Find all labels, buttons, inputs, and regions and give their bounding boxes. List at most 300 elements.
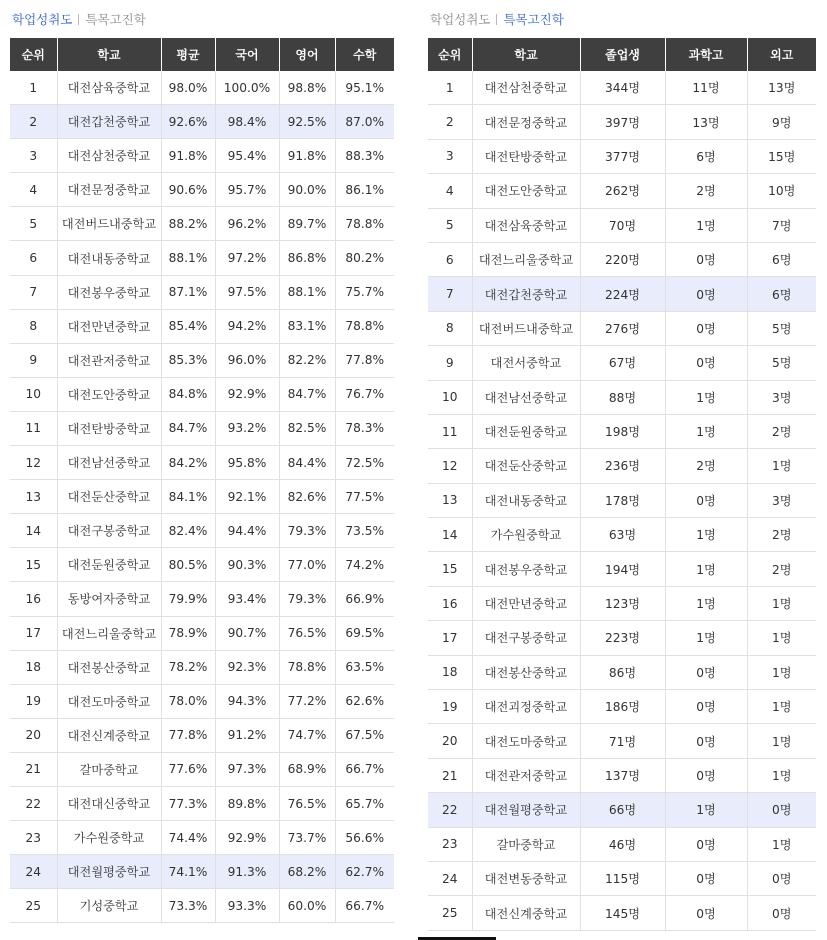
foreign-language-high-cell: 2명 xyxy=(747,414,816,448)
table-row[interactable] xyxy=(10,480,394,514)
korean-cell: 95.8% xyxy=(215,446,279,480)
science-high-cell: 1명 xyxy=(665,586,747,620)
school-cell: 대전느리울중학교 xyxy=(472,242,580,276)
average-cell: 84.8% xyxy=(161,377,215,411)
korean-cell: 98.4% xyxy=(215,105,279,139)
foreign-language-high-cell: 3명 xyxy=(747,483,816,517)
foreign-language-high-cell: 0명 xyxy=(747,896,816,930)
foreign-language-high-cell: 2명 xyxy=(747,552,816,586)
table-row[interactable] xyxy=(10,855,394,889)
rank-cell: 5 xyxy=(428,208,472,242)
korean-cell: 92.9% xyxy=(215,821,279,855)
table-row[interactable] xyxy=(428,242,816,276)
math-cell: 77.5% xyxy=(335,480,394,514)
rank-cell: 25 xyxy=(10,889,57,923)
math-cell: 65.7% xyxy=(335,786,394,820)
school-cell: 대전관저중학교 xyxy=(57,343,161,377)
rank-cell: 18 xyxy=(10,650,57,684)
table-row[interactable] xyxy=(428,724,816,758)
math-cell: 86.1% xyxy=(335,173,394,207)
school-cell: 대전탄방중학교 xyxy=(57,411,161,445)
rank-cell: 6 xyxy=(10,241,57,275)
korean-cell: 97.3% xyxy=(215,752,279,786)
graduates-cell: 123명 xyxy=(580,586,665,620)
table-row[interactable] xyxy=(428,896,816,930)
table-row[interactable] xyxy=(10,548,394,582)
rank-cell: 20 xyxy=(428,724,472,758)
math-cell: 78.8% xyxy=(335,309,394,343)
average-cell: 77.3% xyxy=(161,786,215,820)
korean-cell: 93.2% xyxy=(215,411,279,445)
english-cell: 78.8% xyxy=(279,650,335,684)
math-cell: 95.1% xyxy=(335,71,394,105)
school-cell: 대전봉산중학교 xyxy=(57,650,161,684)
korean-cell: 94.2% xyxy=(215,309,279,343)
table-row[interactable] xyxy=(10,411,394,445)
table-row[interactable] xyxy=(428,139,816,173)
korean-cell: 92.3% xyxy=(215,650,279,684)
graduates-cell: 71명 xyxy=(580,724,665,758)
math-cell: 56.6% xyxy=(335,821,394,855)
graduates-cell: 178명 xyxy=(580,483,665,517)
english-cell: 77.0% xyxy=(279,548,335,582)
header-average[interactable]: 평균 xyxy=(161,38,215,71)
table-row[interactable] xyxy=(10,786,394,820)
tab-special-school-admission[interactable]: 특목고진학 xyxy=(503,12,564,27)
table-row[interactable] xyxy=(428,380,816,414)
rank-cell: 14 xyxy=(428,518,472,552)
rank-cell: 9 xyxy=(428,346,472,380)
graduates-cell: 223명 xyxy=(580,621,665,655)
table-row[interactable] xyxy=(428,655,816,689)
rank-cell: 7 xyxy=(10,275,57,309)
graduates-cell: 137명 xyxy=(580,758,665,792)
english-cell: 68.9% xyxy=(279,752,335,786)
science-high-cell: 1명 xyxy=(665,414,747,448)
school-cell: 대전남선중학교 xyxy=(472,380,580,414)
foreign-language-high-cell: 1명 xyxy=(747,690,816,724)
right-table-body xyxy=(428,71,816,930)
average-cell: 85.3% xyxy=(161,343,215,377)
table-row[interactable] xyxy=(428,621,816,655)
school-cell: 대전구봉중학교 xyxy=(472,621,580,655)
korean-cell: 95.7% xyxy=(215,173,279,207)
math-cell: 76.7% xyxy=(335,377,394,411)
english-cell: 68.2% xyxy=(279,855,335,889)
table-row[interactable] xyxy=(10,684,394,718)
graduates-cell: 194명 xyxy=(580,552,665,586)
foreign-language-high-cell: 1명 xyxy=(747,586,816,620)
graduates-cell: 63명 xyxy=(580,518,665,552)
header-english[interactable]: 영어 xyxy=(279,38,335,71)
school-cell: 대전느리울중학교 xyxy=(57,616,161,650)
rank-cell: 17 xyxy=(428,621,472,655)
tab-divider xyxy=(78,14,79,25)
school-cell: 대전서중학교 xyxy=(472,346,580,380)
school-cell: 대전월평중학교 xyxy=(57,855,161,889)
rank-cell: 19 xyxy=(10,684,57,718)
science-high-cell: 0명 xyxy=(665,896,747,930)
english-cell: 79.3% xyxy=(279,582,335,616)
school-cell: 대전갑천중학교 xyxy=(57,105,161,139)
average-cell: 79.9% xyxy=(161,582,215,616)
average-cell: 92.6% xyxy=(161,105,215,139)
header-rank[interactable]: 순위 xyxy=(428,38,472,71)
foreign-language-high-cell: 5명 xyxy=(747,311,816,345)
math-cell: 72.5% xyxy=(335,446,394,480)
foreign-language-high-cell: 15명 xyxy=(747,139,816,173)
foreign-language-high-cell: 0명 xyxy=(747,861,816,895)
rank-cell: 23 xyxy=(428,827,472,861)
school-cell: 대전문정중학교 xyxy=(472,105,580,139)
english-cell: 89.7% xyxy=(279,207,335,241)
school-cell: 대전삼천중학교 xyxy=(472,71,580,105)
school-cell: 대전괴정중학교 xyxy=(472,690,580,724)
table-row[interactable] xyxy=(10,241,394,275)
rank-cell: 6 xyxy=(428,242,472,276)
table-row[interactable] xyxy=(428,518,816,552)
table-row[interactable] xyxy=(10,105,394,139)
rank-cell: 7 xyxy=(428,277,472,311)
school-cell: 가수원중학교 xyxy=(472,518,580,552)
table-row[interactable] xyxy=(10,377,394,411)
school-cell: 대전대신중학교 xyxy=(57,786,161,820)
table-row[interactable] xyxy=(428,311,816,345)
table-row[interactable] xyxy=(428,586,816,620)
korean-cell: 90.3% xyxy=(215,548,279,582)
foreign-language-high-cell: 6명 xyxy=(747,242,816,276)
rank-cell: 20 xyxy=(10,718,57,752)
graduates-cell: 66명 xyxy=(580,793,665,827)
school-cell: 대전둔원중학교 xyxy=(472,414,580,448)
science-high-cell: 1명 xyxy=(665,208,747,242)
table-row[interactable] xyxy=(10,650,394,684)
table-row[interactable] xyxy=(10,309,394,343)
school-cell: 대전둔산중학교 xyxy=(57,480,161,514)
graduates-cell: 224명 xyxy=(580,277,665,311)
table-row[interactable] xyxy=(428,71,816,105)
table-row[interactable] xyxy=(10,514,394,548)
header-school[interactable]: 학교 xyxy=(57,38,161,71)
rank-cell: 17 xyxy=(10,616,57,650)
science-high-cell: 0명 xyxy=(665,311,747,345)
rank-cell: 21 xyxy=(10,752,57,786)
average-cell: 84.2% xyxy=(161,446,215,480)
average-cell: 84.1% xyxy=(161,480,215,514)
science-high-cell: 11명 xyxy=(665,71,747,105)
graduates-cell: 276명 xyxy=(580,311,665,345)
table-row[interactable] xyxy=(428,208,816,242)
math-cell: 63.5% xyxy=(335,650,394,684)
foreign-language-high-cell: 3명 xyxy=(747,380,816,414)
school-cell: 대전변동중학교 xyxy=(472,861,580,895)
tab-academic-achievement[interactable]: 학업성취도 xyxy=(430,12,491,27)
table-header-row xyxy=(428,38,816,71)
graduates-cell: 46명 xyxy=(580,827,665,861)
average-cell: 91.8% xyxy=(161,139,215,173)
rank-cell: 2 xyxy=(428,105,472,139)
table-row[interactable] xyxy=(428,414,816,448)
average-cell: 88.2% xyxy=(161,207,215,241)
school-cell: 대전도마중학교 xyxy=(57,684,161,718)
rank-cell: 22 xyxy=(428,793,472,827)
rank-cell: 2 xyxy=(10,105,57,139)
average-cell: 78.2% xyxy=(161,650,215,684)
math-cell: 74.2% xyxy=(335,548,394,582)
korean-cell: 97.2% xyxy=(215,241,279,275)
math-cell: 66.9% xyxy=(335,582,394,616)
korean-cell: 95.4% xyxy=(215,139,279,173)
school-cell: 갈마중학교 xyxy=(57,752,161,786)
school-cell: 가수원중학교 xyxy=(57,821,161,855)
foreign-language-high-cell: 1명 xyxy=(747,655,816,689)
foreign-language-high-cell: 1명 xyxy=(747,724,816,758)
table-row[interactable] xyxy=(428,690,816,724)
table-row[interactable] xyxy=(10,446,394,480)
korean-cell: 92.1% xyxy=(215,480,279,514)
science-high-cell: 0명 xyxy=(665,827,747,861)
korean-cell: 91.3% xyxy=(215,855,279,889)
rank-cell: 9 xyxy=(10,343,57,377)
average-cell: 77.8% xyxy=(161,718,215,752)
rank-cell: 16 xyxy=(10,582,57,616)
science-high-cell: 0명 xyxy=(665,655,747,689)
school-cell: 대전구봉중학교 xyxy=(57,514,161,548)
foreign-language-high-cell: 6명 xyxy=(747,277,816,311)
foreign-language-high-cell: 5명 xyxy=(747,346,816,380)
table-row[interactable] xyxy=(428,174,816,208)
korean-cell: 89.8% xyxy=(215,786,279,820)
school-cell: 대전버드내중학교 xyxy=(472,311,580,345)
tab-special-school-admission[interactable]: 특목고진학 xyxy=(85,12,146,27)
english-cell: 86.8% xyxy=(279,241,335,275)
graduates-cell: 377명 xyxy=(580,139,665,173)
table-row[interactable] xyxy=(428,105,816,139)
rank-cell: 11 xyxy=(10,411,57,445)
table-row[interactable] xyxy=(428,277,816,311)
english-cell: 90.0% xyxy=(279,173,335,207)
english-cell: 76.5% xyxy=(279,616,335,650)
graduates-cell: 198명 xyxy=(580,414,665,448)
foreign-language-high-cell: 2명 xyxy=(747,518,816,552)
table-row[interactable] xyxy=(10,752,394,786)
table-row[interactable] xyxy=(10,616,394,650)
school-cell: 대전도안중학교 xyxy=(57,377,161,411)
table-row[interactable] xyxy=(10,275,394,309)
table-header-row xyxy=(10,38,394,71)
school-cell: 대전관저중학교 xyxy=(472,758,580,792)
school-cell: 대전둔원중학교 xyxy=(57,548,161,582)
foreign-language-high-cell: 1명 xyxy=(747,621,816,655)
average-cell: 74.4% xyxy=(161,821,215,855)
school-cell: 대전도마중학교 xyxy=(472,724,580,758)
average-cell: 87.1% xyxy=(161,275,215,309)
math-cell: 69.5% xyxy=(335,616,394,650)
foreign-language-high-cell: 13명 xyxy=(747,71,816,105)
header-school[interactable]: 학교 xyxy=(472,38,580,71)
english-cell: 74.7% xyxy=(279,718,335,752)
right-tab-bar xyxy=(428,0,816,38)
foreign-language-high-cell: 1명 xyxy=(747,758,816,792)
header-rank[interactable]: 순위 xyxy=(10,38,57,71)
rank-cell: 1 xyxy=(10,71,57,105)
table-row[interactable] xyxy=(10,718,394,752)
school-cell: 대전월평중학교 xyxy=(472,793,580,827)
header-foreign-language-high[interactable]: 외고 xyxy=(747,38,816,71)
science-high-cell: 6명 xyxy=(665,139,747,173)
table-row[interactable] xyxy=(428,449,816,483)
korean-cell: 94.3% xyxy=(215,684,279,718)
school-cell: 대전만년중학교 xyxy=(472,586,580,620)
english-cell: 82.6% xyxy=(279,480,335,514)
science-high-cell: 2명 xyxy=(665,174,747,208)
rank-cell: 4 xyxy=(428,174,472,208)
math-cell: 78.8% xyxy=(335,207,394,241)
header-graduates[interactable]: 졸업생 xyxy=(580,38,665,71)
math-cell: 88.3% xyxy=(335,139,394,173)
academic-achievement-table xyxy=(10,38,394,923)
school-cell: 대전삼육중학교 xyxy=(472,208,580,242)
rank-cell: 10 xyxy=(10,377,57,411)
english-cell: 84.7% xyxy=(279,377,335,411)
school-cell: 갈마중학교 xyxy=(472,827,580,861)
table-row[interactable] xyxy=(428,552,816,586)
table-row[interactable] xyxy=(10,139,394,173)
average-cell: 98.0% xyxy=(161,71,215,105)
graduates-cell: 86명 xyxy=(580,655,665,689)
graduates-cell: 186명 xyxy=(580,690,665,724)
english-cell: 82.2% xyxy=(279,343,335,377)
science-high-cell: 0명 xyxy=(665,242,747,276)
average-cell: 78.0% xyxy=(161,684,215,718)
table-row[interactable] xyxy=(428,861,816,895)
graduates-cell: 70명 xyxy=(580,208,665,242)
korean-cell: 97.5% xyxy=(215,275,279,309)
science-high-cell: 0명 xyxy=(665,690,747,724)
academic-achievement-panel xyxy=(10,0,394,923)
rank-cell: 15 xyxy=(428,552,472,586)
science-high-cell: 0명 xyxy=(665,724,747,758)
school-cell: 대전둔산중학교 xyxy=(472,449,580,483)
foreign-language-high-cell: 1명 xyxy=(747,827,816,861)
graduates-cell: 220명 xyxy=(580,242,665,276)
science-high-cell: 0명 xyxy=(665,346,747,380)
table-row[interactable] xyxy=(428,346,816,380)
table-row[interactable] xyxy=(428,827,816,861)
english-cell: 98.8% xyxy=(279,71,335,105)
school-cell: 대전갑천중학교 xyxy=(472,277,580,311)
english-cell: 76.5% xyxy=(279,786,335,820)
korean-cell: 91.2% xyxy=(215,718,279,752)
science-high-cell: 2명 xyxy=(665,449,747,483)
rank-cell: 19 xyxy=(428,690,472,724)
school-cell: 대전내동중학교 xyxy=(57,241,161,275)
rank-cell: 12 xyxy=(10,446,57,480)
rank-cell: 5 xyxy=(10,207,57,241)
science-high-cell: 1명 xyxy=(665,621,747,655)
table-row[interactable] xyxy=(428,758,816,792)
math-cell: 75.7% xyxy=(335,275,394,309)
average-cell: 84.7% xyxy=(161,411,215,445)
english-cell: 88.1% xyxy=(279,275,335,309)
school-cell: 대전도안중학교 xyxy=(472,174,580,208)
table-row[interactable] xyxy=(10,207,394,241)
science-high-cell: 1명 xyxy=(665,793,747,827)
english-cell: 82.5% xyxy=(279,411,335,445)
header-math[interactable]: 수학 xyxy=(335,38,394,71)
math-cell: 66.7% xyxy=(335,889,394,923)
rank-cell: 12 xyxy=(428,449,472,483)
school-cell: 대전삼천중학교 xyxy=(57,139,161,173)
rank-cell: 21 xyxy=(428,758,472,792)
math-cell: 67.5% xyxy=(335,718,394,752)
math-cell: 87.0% xyxy=(335,105,394,139)
korean-cell: 93.4% xyxy=(215,582,279,616)
korean-cell: 96.0% xyxy=(215,343,279,377)
rank-cell: 3 xyxy=(428,139,472,173)
science-high-cell: 1명 xyxy=(665,518,747,552)
rank-cell: 24 xyxy=(428,861,472,895)
english-cell: 79.3% xyxy=(279,514,335,548)
table-row[interactable] xyxy=(10,889,394,923)
science-high-cell: 0명 xyxy=(665,483,747,517)
rank-cell: 16 xyxy=(428,586,472,620)
average-cell: 77.6% xyxy=(161,752,215,786)
table-row[interactable] xyxy=(10,343,394,377)
rank-cell: 23 xyxy=(10,821,57,855)
header-korean[interactable]: 국어 xyxy=(215,38,279,71)
left-tab-bar xyxy=(10,0,394,38)
table-row[interactable] xyxy=(10,173,394,207)
school-cell: 대전탄방중학교 xyxy=(472,139,580,173)
foreign-language-high-cell: 7명 xyxy=(747,208,816,242)
english-cell: 83.1% xyxy=(279,309,335,343)
graduates-cell: 145명 xyxy=(580,896,665,930)
average-cell: 90.6% xyxy=(161,173,215,207)
left-table-body xyxy=(10,71,394,923)
rank-cell: 3 xyxy=(10,139,57,173)
math-cell: 66.7% xyxy=(335,752,394,786)
graduates-cell: 262명 xyxy=(580,174,665,208)
table-row[interactable] xyxy=(10,71,394,105)
table-row[interactable] xyxy=(10,582,394,616)
rank-cell: 24 xyxy=(10,855,57,889)
math-cell: 77.8% xyxy=(335,343,394,377)
rank-cell: 10 xyxy=(428,380,472,414)
table-row[interactable] xyxy=(428,793,816,827)
rank-cell: 1 xyxy=(428,71,472,105)
foreign-language-high-cell: 0명 xyxy=(747,793,816,827)
science-high-cell: 0명 xyxy=(665,277,747,311)
english-cell: 73.7% xyxy=(279,821,335,855)
science-high-cell: 13명 xyxy=(665,105,747,139)
math-cell: 73.5% xyxy=(335,514,394,548)
graduates-cell: 236명 xyxy=(580,449,665,483)
table-row[interactable] xyxy=(428,483,816,517)
average-cell: 78.9% xyxy=(161,616,215,650)
math-cell: 78.3% xyxy=(335,411,394,445)
school-cell: 대전문정중학교 xyxy=(57,173,161,207)
rank-cell: 25 xyxy=(428,896,472,930)
average-cell: 73.3% xyxy=(161,889,215,923)
rank-cell: 11 xyxy=(428,414,472,448)
tab-academic-achievement[interactable]: 학업성취도 xyxy=(12,12,73,27)
school-cell: 대전버드내중학교 xyxy=(57,207,161,241)
table-row[interactable] xyxy=(10,821,394,855)
header-science-high[interactable]: 과학고 xyxy=(665,38,747,71)
english-cell: 60.0% xyxy=(279,889,335,923)
school-cell: 대전남선중학교 xyxy=(57,446,161,480)
